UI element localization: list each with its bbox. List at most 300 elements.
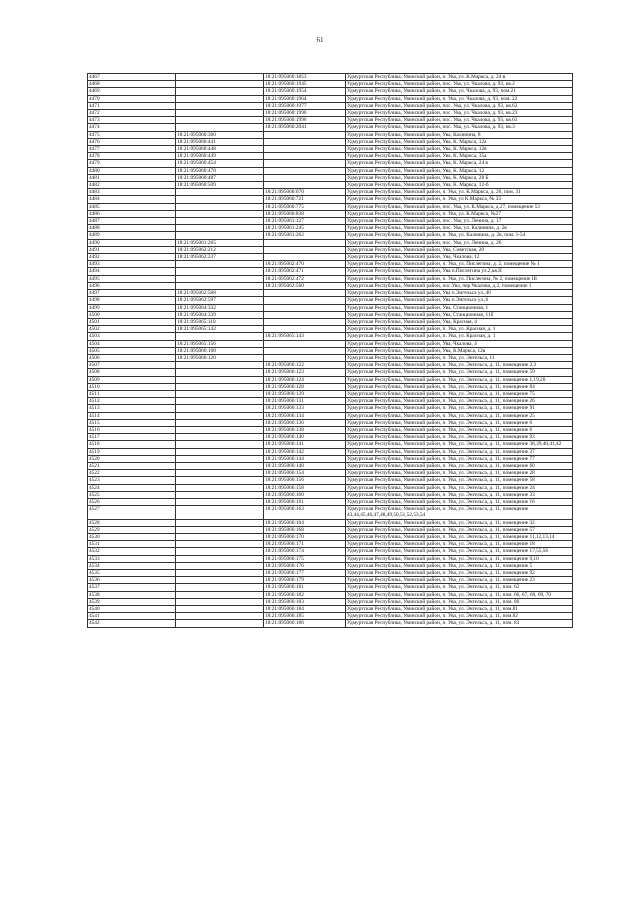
building-cadastral-number — [264, 138, 346, 145]
land-cadastral-number — [176, 110, 264, 117]
table-row — [88, 189, 573, 196]
land-cadastral-number: 18:21:095060:478 — [176, 167, 264, 174]
land-cadastral-number — [176, 398, 264, 405]
address: Удмуртская Республика, Увинский район, п. Ува, ул. Пислегина, д. 2, помещение № 1 — [346, 261, 573, 268]
building-cadastral-number — [264, 311, 346, 318]
address: Удмуртская Республика, Увинский район, п. Ува, ул. Энгельса, д. 11, помещение 84 — [346, 383, 573, 390]
address: Удмуртская Республика, Увинский район, Ува, К. Маркса, 35а — [346, 153, 573, 160]
land-cadastral-number: 18:21:095065:142 — [176, 326, 264, 333]
address: Удмуртская Республика, Увинский район, пос. Ува, ул. Чкалова, д. 93, кв.63 — [346, 117, 573, 124]
land-cadastral-number — [176, 541, 264, 548]
table-row — [88, 441, 573, 448]
row-number: 4487 — [88, 218, 176, 225]
row-number: 4504 — [88, 340, 176, 347]
building-cadastral-number: 18:21:095066:134 — [264, 412, 346, 419]
land-cadastral-number — [176, 261, 264, 268]
address: Удмуртская Республика, Увинский район, Ува, Красная, 4 — [346, 318, 573, 325]
building-cadastral-number — [264, 153, 346, 160]
land-cadastral-number — [176, 526, 264, 533]
land-cadastral-number — [176, 225, 264, 232]
row-number: 4486 — [88, 210, 176, 217]
address: Удмуртская Республика, Увинский район, п. Ува, ул. Энгельса, д. 11, помещение 9,10 — [346, 555, 573, 562]
row-number: 4479 — [88, 160, 176, 167]
row-number: 4523 — [88, 477, 176, 484]
address: Удмуртская Республика, Увинский район, Ува, Чкалова, 4 — [346, 340, 573, 347]
land-cadastral-number: 18:21:095062:597 — [176, 297, 264, 304]
building-cadastral-number: 18:21:095066:158 — [264, 484, 346, 491]
building-cadastral-number — [264, 239, 346, 246]
row-number: 4517 — [88, 434, 176, 441]
row-number: 4502 — [88, 326, 176, 333]
address: Удмуртская Республика, Увинский район, пос. Ува, ул. Чкалова, д. 93, кв.2 — [346, 81, 573, 88]
building-cadastral-number: 18:21:095060:775 — [264, 203, 346, 210]
address: Удмуртская Республика, Увинский район, Ува, К. Маркса, 12а — [346, 138, 573, 145]
row-number: 4526 — [88, 498, 176, 505]
address: Удмуртская Республика, Увинский район, Ува, Советская, 20 — [346, 246, 573, 253]
row-number: 4470 — [88, 95, 176, 102]
land-cadastral-number: 18:21:095060:509 — [176, 182, 264, 189]
address: Удмуртская Республика, Увинский район, п. Ува, ул. Красная, д. 1 — [346, 326, 573, 333]
building-cadastral-number: 18:21:095066:163 — [264, 506, 346, 519]
row-number: 4472 — [88, 110, 176, 117]
row-number: 4542 — [88, 620, 176, 627]
table-row — [88, 297, 573, 304]
building-cadastral-number — [264, 297, 346, 304]
row-number: 4469 — [88, 88, 176, 95]
building-cadastral-number: 18:21:095066:144 — [264, 455, 346, 462]
row-number: 4537 — [88, 584, 176, 591]
land-cadastral-number — [176, 462, 264, 469]
table-row — [88, 246, 573, 253]
table-row — [88, 304, 573, 311]
row-number: 4527 — [88, 506, 176, 519]
land-cadastral-number — [176, 369, 264, 376]
building-cadastral-number: 18:21:095066:184 — [264, 606, 346, 613]
table-row — [88, 491, 573, 498]
table-row — [88, 390, 573, 397]
address: Удмуртская Республика, Увинский район, Ува, Калинина, 8 — [346, 131, 573, 138]
row-number: 4536 — [88, 577, 176, 584]
land-cadastral-number — [176, 95, 264, 102]
land-cadastral-number — [176, 598, 264, 605]
address: Удмуртская Республика, Увинский район, Ува, К. Маркса, 24 в — [346, 160, 573, 167]
land-cadastral-number — [176, 498, 264, 505]
table-row — [88, 498, 573, 505]
building-cadastral-number: 18:21:095065:143 — [264, 333, 346, 340]
table-row — [88, 196, 573, 203]
table-row — [88, 434, 573, 441]
row-number: 4496 — [88, 282, 176, 289]
building-cadastral-number: 18:21:095066:148 — [264, 462, 346, 469]
building-cadastral-number: 18:21:095062:560 — [264, 282, 346, 289]
land-cadastral-number — [176, 81, 264, 88]
building-cadastral-number — [264, 326, 346, 333]
row-number: 4515 — [88, 419, 176, 426]
row-number: 4514 — [88, 412, 176, 419]
building-cadastral-number: 18:21:095062:471 — [264, 268, 346, 275]
table-row — [88, 218, 573, 225]
table-row — [88, 526, 573, 533]
land-cadastral-number: 18:21:095065:156 — [176, 340, 264, 347]
row-number: 4499 — [88, 304, 176, 311]
address: Удмуртская Республика, Увинский район, п. Ува, ул. Энгельса, д. 11, пом.82 — [346, 613, 573, 620]
table-row — [88, 613, 573, 620]
address: Удмуртская Республика, Увинский район, п. Ува, ул. Энгельса, д. 11, помещение 11,12,13,14 — [346, 534, 573, 541]
building-cadastral-number: 18:21:095066:140 — [264, 434, 346, 441]
row-number: 4478 — [88, 153, 176, 160]
address: Удмуртская Республика, Увинский район, п. Ува, ул. Чкалова, д. 93, пом. 22 — [346, 95, 573, 102]
address: Удмуртская Республика, Увинский район, п. Ува, ул. К.Маркса, №27 — [346, 210, 573, 217]
row-number: 4475 — [88, 131, 176, 138]
land-cadastral-number — [176, 606, 264, 613]
building-cadastral-number: 18:21:095062:472 — [264, 275, 346, 282]
address: Удмуртская Республика, Увинский район, п. Ува, ул. Энгельса, д. 11, пом. 62 — [346, 584, 573, 591]
table-row — [88, 160, 573, 167]
row-number: 4541 — [88, 613, 176, 620]
land-cadastral-number — [176, 455, 264, 462]
address: Удмуртская Республика, Увинский район, п. Ува, ул. Энгельса, д. 11, помещение 58 — [346, 477, 573, 484]
building-cadastral-number: 18:21:095060:1954 — [264, 88, 346, 95]
table-row — [88, 462, 573, 469]
table-row — [88, 282, 573, 289]
table-row — [88, 577, 573, 584]
row-number: 4533 — [88, 555, 176, 562]
table-row — [88, 484, 573, 491]
table-row — [88, 254, 573, 261]
building-cadastral-number: 18:21:095066:168 — [264, 526, 346, 533]
building-cadastral-number: 18:21:095066:160 — [264, 491, 346, 498]
land-cadastral-number — [176, 484, 264, 491]
row-number: 4534 — [88, 562, 176, 569]
building-cadastral-number: 18:21:095066:131 — [264, 398, 346, 405]
land-cadastral-number — [176, 562, 264, 569]
row-number: 4476 — [88, 138, 176, 145]
land-cadastral-number — [176, 491, 264, 498]
table-row — [88, 383, 573, 390]
table-row — [88, 88, 573, 95]
building-cadastral-number — [264, 182, 346, 189]
building-cadastral-number: 18:21:095066:122 — [264, 362, 346, 369]
address: Удмуртская Республика, Увинский район, п. Ува, ул. Энгельса, д. 11, помещение 27 — [346, 448, 573, 455]
row-number: 4498 — [88, 297, 176, 304]
land-cadastral-number — [176, 620, 264, 627]
address: Удмуртская Республика, Увинский район, Ува, К. Маркса, 12 — [346, 167, 573, 174]
land-cadastral-number — [176, 88, 264, 95]
building-cadastral-number — [264, 290, 346, 297]
row-number: 4530 — [88, 534, 176, 541]
table-row — [88, 167, 573, 174]
building-cadastral-number: 18:21:095060:2041 — [264, 124, 346, 131]
row-number: 4505 — [88, 347, 176, 354]
address: Удмуртская Республика, Увинский район, Ува, Станционная, 1 — [346, 304, 573, 311]
row-number: 4480 — [88, 167, 176, 174]
row-number: 4483 — [88, 189, 176, 196]
row-number: 4520 — [88, 455, 176, 462]
address: Удмуртская Республика, Увинский район, пос. Ува, ул. Ленина, д. 17 — [346, 218, 573, 225]
table-row — [88, 541, 573, 548]
table-row — [88, 153, 573, 160]
land-cadastral-number: 18:21:095060:448 — [176, 146, 264, 153]
row-number: 4500 — [88, 311, 176, 318]
table-row — [88, 239, 573, 246]
land-cadastral-number: 18:21:095065:110 — [176, 318, 264, 325]
row-number: 4510 — [88, 383, 176, 390]
building-cadastral-number — [264, 246, 346, 253]
building-cadastral-number: 18:21:095060:1853 — [264, 74, 346, 81]
building-cadastral-number: 18:21:095062:470 — [264, 261, 346, 268]
address: Удмуртская Республика, Увинский район, п. Ува, ул. Энгельса, д. 11, помещение 93 — [346, 434, 573, 441]
table-row — [88, 448, 573, 455]
building-cadastral-number: 18:21:095066:171 — [264, 541, 346, 548]
land-cadastral-number — [176, 412, 264, 419]
building-cadastral-number: 18:21:095066:179 — [264, 577, 346, 584]
row-number: 4489 — [88, 232, 176, 239]
address: Удмуртская Республика, Увинский район, п. Ува, ул. Энгельса, д. 11, помещение 60 — [346, 462, 573, 469]
building-cadastral-number: 18:21:095066:136 — [264, 419, 346, 426]
table-row — [88, 398, 573, 405]
address: Удмуртская Республика, Увинский район, п. Ува, ул. Энгельса, д. 11, помещение 26 — [346, 398, 573, 405]
row-number: 4529 — [88, 526, 176, 533]
row-number: 4501 — [88, 318, 176, 325]
land-cadastral-number — [176, 210, 264, 217]
row-number: 4524 — [88, 484, 176, 491]
address: Удмуртская Республика, Увинский район, пос.Ува, пер.Чкалова, д.2, помещение 1 — [346, 282, 573, 289]
table-row — [88, 311, 573, 318]
row-number: 4474 — [88, 124, 176, 131]
address: Удмуртская Республика, Увинский район, пос. Ува, ул. Калинина, д. 2в — [346, 225, 573, 232]
building-cadastral-number: 18:21:095066:133 — [264, 405, 346, 412]
land-cadastral-number — [176, 218, 264, 225]
table-row — [88, 519, 573, 526]
row-number: 4532 — [88, 548, 176, 555]
building-cadastral-number: 18:21:095066:161 — [264, 498, 346, 505]
address: Удмуртская Республика, Увинский район, п. Ува, ул. Энгельса, д. 11, помещение 28 — [346, 470, 573, 477]
table-row — [88, 225, 573, 232]
land-cadastral-number: 18:21:095060:360 — [176, 131, 264, 138]
address: Удмуртская Республика, Увинский район, п. Ува, ул. Калинина, д. 2в, пом. 1-54 — [346, 232, 573, 239]
building-cadastral-number: 18:21:095066:174 — [264, 548, 346, 555]
land-cadastral-number — [176, 362, 264, 369]
address: Удмуртская Республика, Увинский район, п. Ува, ул К.Маркса, № 33 — [346, 196, 573, 203]
table-row — [88, 117, 573, 124]
land-cadastral-number: 18:21:095066:120 — [176, 354, 264, 361]
land-cadastral-number — [176, 470, 264, 477]
address: Удмуртская Республика, Увинский район, п. Ува, ул. Энгельса, д. 11, помещение 43,44,45,46,47,48,49,50,51,52,53,54 — [346, 506, 573, 519]
land-cadastral-number — [176, 534, 264, 541]
address: Удмуртская Республика, Увинский район, Ува, К. Маркса, 28 Б — [346, 174, 573, 181]
land-cadastral-number — [176, 390, 264, 397]
building-cadastral-number: 18:21:095066:182 — [264, 591, 346, 598]
row-number: 4519 — [88, 448, 176, 455]
table-row — [88, 598, 573, 605]
address: Удмуртская Республика, Увинский район, п. Ува, ул. Энгельса, д. 11, пом.81 — [346, 606, 573, 613]
table-row — [88, 138, 573, 145]
land-cadastral-number — [176, 577, 264, 584]
table-row — [88, 81, 573, 88]
table-row — [88, 261, 573, 268]
building-cadastral-number: 18:21:095061:127 — [264, 218, 346, 225]
address: Удмуртская Республика, Увинский район, пос. Ува, ул. Чкалова, д. 93, кв.62 — [346, 102, 573, 109]
building-cadastral-number: 18:21:095066:129 — [264, 390, 346, 397]
building-cadastral-number — [264, 304, 346, 311]
building-cadastral-number — [264, 131, 346, 138]
land-cadastral-number: 18:21:095062:212 — [176, 246, 264, 253]
row-number: 4521 — [88, 462, 176, 469]
land-cadastral-number — [176, 383, 264, 390]
row-number: 4490 — [88, 239, 176, 246]
table-row — [88, 534, 573, 541]
land-cadastral-number — [176, 232, 264, 239]
row-number: 4518 — [88, 441, 176, 448]
building-cadastral-number: 18:21:095066:141 — [264, 441, 346, 448]
row-number: 4482 — [88, 182, 176, 189]
building-cadastral-number: 18:21:095066:123 — [264, 369, 346, 376]
address: Удмуртская Республика, Увинский район, п. Ува, ул. Энгельса, д. 11, помещение 25 — [346, 412, 573, 419]
address: Удмуртская Республика, Увинский район, п. Ува, ул. Энгельса, д. 11, помещение 18 — [346, 541, 573, 548]
table-row — [88, 405, 573, 412]
row-number: 4481 — [88, 174, 176, 181]
address: Удмуртская Республика, Увинский район, п. Ува, ул. Энгельса, д. 11, помещение 33 — [346, 491, 573, 498]
building-cadastral-number: 18:21:095060:1945 — [264, 81, 346, 88]
land-cadastral-number — [176, 441, 264, 448]
land-cadastral-number — [176, 426, 264, 433]
land-cadastral-number: 18:21:095064:332 — [176, 304, 264, 311]
building-cadastral-number: 18:21:095066:128 — [264, 383, 346, 390]
address: Удмуртская Республика, Увинский район, п. Ува, ул. Энгельса, 11 — [346, 354, 573, 361]
table-row — [88, 347, 573, 354]
building-cadastral-number — [264, 340, 346, 347]
building-cadastral-number: 18:21:095066:175 — [264, 555, 346, 562]
table-row — [88, 232, 573, 239]
row-number: 4484 — [88, 196, 176, 203]
building-cadastral-number: 18:21:095066:156 — [264, 477, 346, 484]
row-number: 4509 — [88, 376, 176, 383]
land-cadastral-number — [176, 268, 264, 275]
table-row — [88, 591, 573, 598]
land-cadastral-number — [176, 275, 264, 282]
building-cadastral-number — [264, 167, 346, 174]
building-cadastral-number: 18:21:095060:1964 — [264, 95, 346, 102]
table-row — [88, 318, 573, 325]
land-cadastral-number — [176, 117, 264, 124]
table-row — [88, 333, 573, 340]
row-number: 4471 — [88, 102, 176, 109]
table-row — [88, 290, 573, 297]
land-cadastral-number: 18:21:095066:108 — [176, 347, 264, 354]
row-number: 4516 — [88, 426, 176, 433]
building-cadastral-number: 18:21:095066:186 — [264, 620, 346, 627]
land-cadastral-number: 18:21:095064:339 — [176, 311, 264, 318]
table-row — [88, 455, 573, 462]
table-row — [88, 74, 573, 81]
address: Удмуртская Республика, Увинский район, пос. Ува, ул. Ленина, д. 26 — [346, 239, 573, 246]
address: Удмуртская Республика, Увинский район, п. Ува, ул. Энгельса, д. 11, пом. 83 — [346, 620, 573, 627]
row-number: 4477 — [88, 146, 176, 153]
address: Удмуртская Республика, Увинский район, Ува, К. Маркса, 12-б — [346, 182, 573, 189]
land-cadastral-number — [176, 203, 264, 210]
building-cadastral-number — [264, 146, 346, 153]
table-row — [88, 426, 573, 433]
land-cadastral-number — [176, 282, 264, 289]
address: Удмуртская Республика, Увинский район, п. Ува, ул. Энгельса, д. 11, помещение 38,39,40,41,42 — [346, 441, 573, 448]
table-row — [88, 95, 573, 102]
address: Удмуртская Республика, Увинский район, п. Ува, ул. Энгельса, д. 11, помещение 1,19,20 — [346, 376, 573, 383]
table-row — [88, 548, 573, 555]
building-cadastral-number: 18:21:095066:124 — [264, 376, 346, 383]
land-cadastral-number — [176, 376, 264, 383]
table-row — [88, 146, 573, 153]
address: Удмуртская Республика, Увинский район, пос. Ува, ул. К.Маркса, д.27, помещение 53 — [346, 203, 573, 210]
land-cadastral-number — [176, 448, 264, 455]
land-cadastral-number — [176, 591, 264, 598]
land-cadastral-number: 18:21:095060:487 — [176, 174, 264, 181]
table-row — [88, 562, 573, 569]
address: Удмуртская Республика, Увинский район, п. Ува, ул. Энгельса, д. 11, помещение 2,3 — [346, 362, 573, 369]
row-number: 4485 — [88, 203, 176, 210]
table-row — [88, 203, 573, 210]
land-cadastral-number: 18:21:095062:237 — [176, 254, 264, 261]
land-cadastral-number: 18:21:095060:454 — [176, 160, 264, 167]
table-row — [88, 620, 573, 627]
land-cadastral-number: 18:21:095062:568 — [176, 290, 264, 297]
building-cadastral-number: 18:21:095066:170 — [264, 534, 346, 541]
address: Удмуртская Республика, Увинский район, п. Ува, ул. Энгельса, д. 11, помещение 75 — [346, 390, 573, 397]
table-row — [88, 419, 573, 426]
address: Удмуртская Республика, Увинский район, Ува, К.Маркса, 12в — [346, 347, 573, 354]
table-row — [88, 182, 573, 189]
building-cadastral-number: 18:21:095061:262 — [264, 232, 346, 239]
address: Удмуртская Республика, Увинский район, п. Ува, ул. Энгельса, д. 11, пом. 80 — [346, 598, 573, 605]
table-row — [88, 470, 573, 477]
cadastral-table — [87, 73, 573, 628]
land-cadastral-number — [176, 613, 264, 620]
land-cadastral-number — [176, 584, 264, 591]
building-cadastral-number: 18:21:095060:1977 — [264, 102, 346, 109]
row-number: 4468 — [88, 81, 176, 88]
table-row — [88, 376, 573, 383]
address: Удмуртская Республика, Увинский район, п. Ува, ул. Энгельса, д. 11, помещение 59 — [346, 369, 573, 376]
row-number: 4493 — [88, 261, 176, 268]
address: Удмуртская Республика, Увинский район, п. Ува, ул. Энгельса, д. 11, помещение 77 — [346, 455, 573, 462]
address: Удмуртская Республика, Увинский район, п. Ува, ул. Энгельса, д. 11, помещение 91 — [346, 405, 573, 412]
land-cadastral-number — [176, 74, 264, 81]
address: Удмуртская Республика, Увинский район, п. Ува, ул. Энгельса, д. 11, помещение 6 — [346, 426, 573, 433]
land-cadastral-number: 18:21:095060:449 — [176, 153, 264, 160]
land-cadastral-number — [176, 102, 264, 109]
row-number: 4513 — [88, 405, 176, 412]
building-cadastral-number: 18:21:095066:164 — [264, 519, 346, 526]
row-number: 4528 — [88, 519, 176, 526]
row-number: 4497 — [88, 290, 176, 297]
page-number: 61 — [316, 36, 324, 44]
row-number: 4503 — [88, 333, 176, 340]
building-cadastral-number: 18:21:095066:177 — [264, 570, 346, 577]
address: Удмуртская Республика, Увинский район, п. Ува, ул. Пислегина, № 2, помещение III — [346, 275, 573, 282]
land-cadastral-number — [176, 555, 264, 562]
building-cadastral-number: 18:21:095066:154 — [264, 470, 346, 477]
address: Удмуртская Республика, Увинский район, п. Ува, ул. Энгельса, д. 11, помещение 5 — [346, 562, 573, 569]
address: Удмуртская Республика, Увинский район, п. Ува, ул. К.Маркса, д. 24 в — [346, 74, 573, 81]
row-number: 4491 — [88, 246, 176, 253]
address: Удмуртская Республика, Увинский район, п. Ува, ул. Энгельса, д. 11, помещение 17,55,56 — [346, 548, 573, 555]
land-cadastral-number — [176, 434, 264, 441]
land-cadastral-number: 18:21:095060:441 — [176, 138, 264, 145]
land-cadastral-number — [176, 419, 264, 426]
table-row — [88, 570, 573, 577]
land-cadastral-number — [176, 124, 264, 131]
row-number: 4531 — [88, 541, 176, 548]
row-number: 4508 — [88, 369, 176, 376]
